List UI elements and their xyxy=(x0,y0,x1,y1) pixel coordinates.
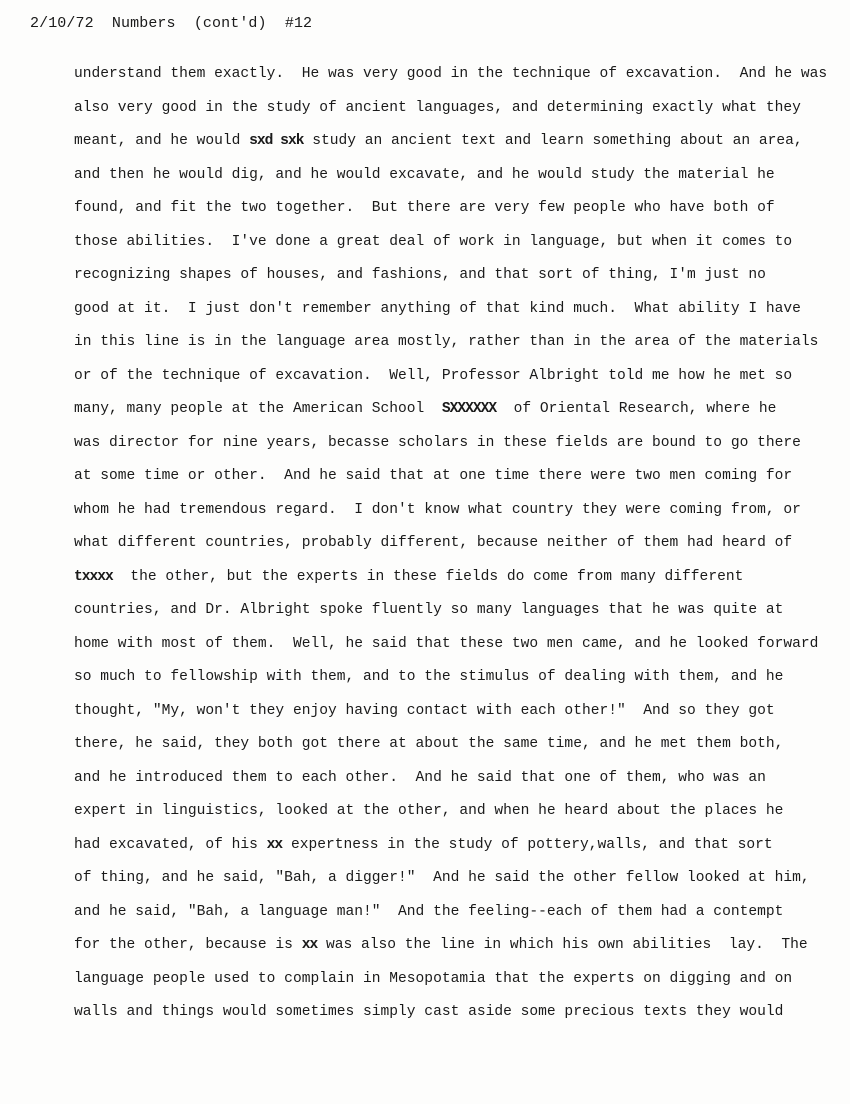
line-text: many, many people at the American School xyxy=(74,401,442,417)
struck-out-text: xx xyxy=(266,836,283,853)
line-text: for the other, because is xyxy=(74,937,302,953)
struck-out-text: txxxx xyxy=(74,568,113,585)
line-text: expert in linguistics, looked at the other, and when he heard about the places he xyxy=(74,803,784,819)
line-text: countries, and Dr. Albright spoke fluently so many languages that he was quite at xyxy=(74,602,784,618)
body-text xyxy=(74,63,834,1035)
text-line xyxy=(74,968,834,1002)
text-line xyxy=(74,599,834,633)
text-line xyxy=(74,566,834,600)
line-text: was director for nine years, becasse scholars in these fields are bound to go there xyxy=(74,434,801,451)
struck-out-text: SXXXXXX xyxy=(441,401,497,417)
text-line xyxy=(74,532,834,566)
line-text: thought, "My, won't they enjoy having contact with each other!" And so they got xyxy=(74,702,775,719)
line-text: also very good in the study of ancient languages, and determining exactly what they xyxy=(74,99,801,116)
line-text: good at it. I just don't remember anything of that kind much. What ability I have xyxy=(74,300,801,317)
line-text: of thing, and he said, "Bah, a digger!" And he said the other fellow looked at him, xyxy=(74,870,810,886)
line-text: and he said, "Bah, a language man!" And the feeling--each of them had a contempt xyxy=(74,903,784,920)
text-line xyxy=(74,432,834,466)
text-line xyxy=(74,97,834,131)
line-text: of Oriental Research, where he xyxy=(496,401,777,417)
line-text: there, he said, they both got there at about the same time, and he met them both, xyxy=(74,736,784,752)
line-text: what different countries, probably different, because neither of them had heard of xyxy=(74,535,793,551)
line-text: had excavated, of his xyxy=(74,836,267,853)
text-line xyxy=(74,264,834,298)
text-line xyxy=(74,499,834,533)
line-text: walls and things would sometimes simply cast aside some precious texts they would xyxy=(74,1004,784,1020)
line-text: those abilities. I've done a great deal of work in language, but when it comes to xyxy=(74,233,793,250)
line-text: recognizing shapes of houses, and fashions, and that sort of thing, I'm just no xyxy=(74,267,766,283)
text-line xyxy=(74,767,834,801)
text-line xyxy=(74,733,834,767)
text-line xyxy=(74,130,834,164)
text-line xyxy=(74,365,834,399)
text-line xyxy=(74,231,834,265)
line-text: understand them exactly. He was very good in the technique of excavation. And he was xyxy=(74,66,828,82)
text-line xyxy=(74,700,834,734)
text-line xyxy=(74,164,834,198)
page-header: 2/10/72 Numbers (cont'd) #12 xyxy=(30,15,313,32)
text-line xyxy=(74,800,834,834)
text-line xyxy=(74,901,834,935)
text-line xyxy=(74,298,834,332)
line-text: and then he would dig, and he would excavate, and he would study the material he xyxy=(74,166,775,183)
line-text: and he introduced them to each other. And he said that one of them, who was an xyxy=(74,769,766,786)
line-text: so much to fellowship with them, and to the stimulus of dealing with them, and he xyxy=(74,669,784,685)
text-line xyxy=(74,934,834,968)
line-text: in this line is in the language area mostly, rather than in the area of the materials xyxy=(74,334,819,350)
struck-out-text: sxd sxk xyxy=(249,133,304,149)
text-line xyxy=(74,63,834,97)
text-line xyxy=(74,834,834,868)
line-text: or of the technique of excavation. Well, Professor Albright told me how he met so xyxy=(74,367,793,384)
line-text: language people used to complain in Mesopotamia that the experts on digging and on xyxy=(74,970,793,987)
line-text: at some time or other. And he said that at one time there were two men coming for xyxy=(74,468,793,484)
text-line xyxy=(74,197,834,231)
line-text: meant, and he would xyxy=(74,133,250,149)
text-line xyxy=(74,1001,834,1035)
line-text: study an ancient text and learn something about an area, xyxy=(303,133,803,149)
text-line xyxy=(74,331,834,365)
line-text: the other, but the experts in these fields do come from many different xyxy=(112,568,744,585)
line-text: home with most of them. Well, he said that these two men came, and he looked forward xyxy=(74,635,819,652)
text-line xyxy=(74,666,834,700)
line-text: was also the line in which his own abilities lay. The xyxy=(317,937,808,953)
text-line xyxy=(74,633,834,667)
text-line xyxy=(74,398,834,432)
line-text: whom he had tremendous regard. I don't know what country they were coming from, or xyxy=(74,501,801,518)
text-line xyxy=(74,465,834,499)
struck-out-text: xx xyxy=(301,937,318,953)
line-text: expertness in the study of pottery,walls, and that sort xyxy=(282,836,773,853)
text-line xyxy=(74,867,834,901)
line-text: found, and fit the two together. But there are very few people who have both of xyxy=(74,200,775,216)
